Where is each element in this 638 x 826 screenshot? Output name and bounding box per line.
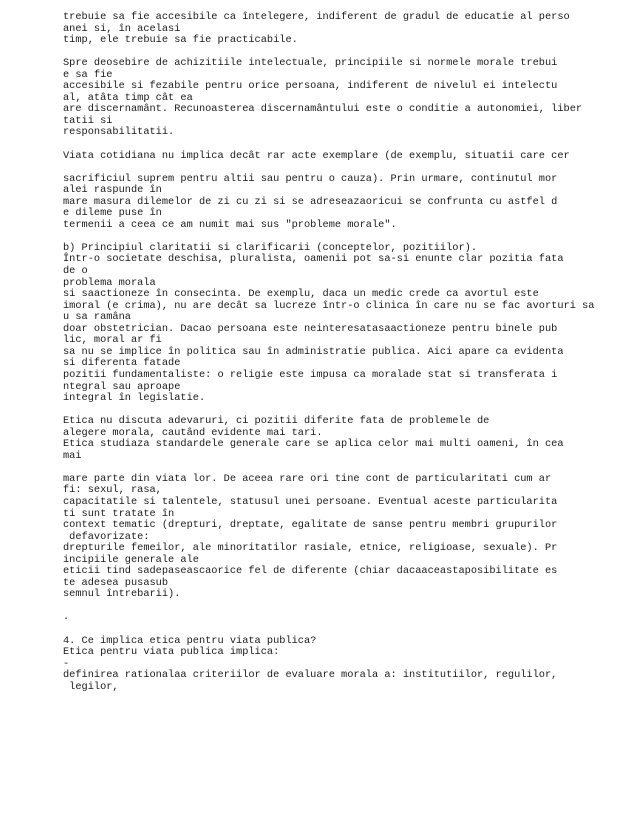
text-line: legilor,: [63, 680, 119, 693]
text-line: de o: [63, 265, 88, 278]
text-line: imoral (e crima), nu are decât sa lucreze într-o clinica în care nu se fac avorturi sa: [63, 299, 595, 312]
text-line: ntegral sau aproape: [63, 380, 181, 393]
text-line: trebuie sa fie accesibile ca întelegere, indiferent de gradul de educatie al perso: [63, 11, 570, 23]
text-line: si diferenta fatade: [63, 357, 181, 370]
text-line: definirea rationalaa criteriilor de evaluare morala a: institutiilor, regulilor,: [63, 669, 558, 682]
text-line: si saactioneze în consecinta. De exemplu, daca un medic crede ca avortul este: [63, 288, 539, 301]
text-line: doar obstetrician. Dacao persoana este neinteresatasaactioneze pentru binele pub: [63, 322, 558, 335]
text-line: Etica pentru viata publica implica:: [63, 646, 280, 659]
text-line: accesibile si fezabile pentru orice persoana, indiferent de nivelul ei intelectu: [63, 80, 558, 93]
text-line: Într-o societate deschisa, pluralista, oamenii pot sa-si enunte clar pozitia fata: [63, 253, 564, 266]
text-line: fi: sexul, rasa,: [63, 484, 162, 497]
text-line: .: [63, 611, 70, 624]
text-line: te adesea pusasub: [63, 576, 169, 589]
text-line: e dileme puse în: [63, 207, 162, 220]
text-line: e sa fie: [63, 68, 113, 81]
text-line: ti sunt tratate în: [63, 507, 175, 520]
text-line: tatii si: [63, 114, 113, 127]
text-line: Viata cotidiana nu implica decât rar acte exemplare (de exemplu, situatii care cer: [63, 149, 570, 162]
text-line: drepturile femeilor, ale minoritatilor rasiale, etnice, religioase, sexuale). Pr: [63, 542, 558, 555]
document-text: [63, 12, 623, 693]
text-line: al, atâta timp cât ea: [63, 91, 193, 104]
text-line: termenii a ceea ce am numit mai sus "probleme morale".: [63, 218, 397, 231]
text-line: Etica studiaza standardele generale care se aplica celor mai multi oameni, în cea: [63, 438, 564, 451]
text-line: are discernamânt. Recunoasterea discernamântului este o conditie a autonomiei, liber: [63, 103, 583, 116]
text-line: [63, 624, 623, 636]
text-line: problema morala: [63, 276, 156, 289]
text-line: alegere morala, cautând evidente mai tari.: [63, 426, 323, 439]
text-line: [63, 162, 623, 174]
text-line: capacitatile si talentele, statusul unei persoane. Eventual aceste particularita: [63, 495, 558, 508]
text-line: mare parte din viata lor. De aceea rare ori tine cont de particularitati cum ar: [63, 472, 552, 485]
text-line: [63, 139, 623, 151]
text-line: mare masura dilemelor de zi cu zi si se adreseazaoricui se confrunta cu astfel d: [63, 195, 558, 208]
text-line: alei raspunde în: [63, 184, 162, 197]
text-line: 4. Ce implica etica pentru viata publica?: [63, 634, 317, 647]
text-line: semnul întrebarii).: [63, 588, 181, 601]
text-line: b) Principiul claritatii si clarificarii (conceptelor, pozitiilor).: [63, 241, 478, 254]
text-line: responsabilitatii.: [63, 126, 175, 139]
text-line: timp, ele trebuie sa fie practicabile.: [63, 34, 298, 47]
text-line: u sa ramâna: [63, 311, 131, 324]
text-line: [63, 601, 623, 613]
text-line: anei si, în acelasi: [63, 22, 181, 35]
text-line: defavorizate:: [63, 530, 150, 543]
text-line: integral în legislatie.: [63, 392, 206, 405]
text-line: eticii tind sadepaseascaorice fel de diferente (chiar dacaaceastaposibilitate es: [63, 565, 558, 578]
text-line: sacrificiul suprem pentru altii sau pentru o cauza). Prin urmare, continutul mor: [63, 172, 558, 185]
text-line: sa nu se implice în politica sau în administratie publica. Aici apare ca evidenta: [63, 345, 564, 358]
text-line: mai: [63, 449, 82, 462]
text-line: pozitii fundamentaliste: o religie este impusa ca moralade stat si transferata i: [63, 368, 558, 381]
text-line: context tematic (drepturi, dreptate, egalitate de sanse pentru membri grupurilor: [63, 519, 558, 532]
text-line: Etica nu discuta adevaruri, ci pozitii diferite fata de problemele de: [63, 415, 490, 428]
text-line: incipiile generale ale: [63, 553, 199, 566]
text-line: Spre deosebire de achizitiile intelectuale, principiile si normele morale trebui: [63, 57, 558, 70]
text-line: -: [63, 657, 70, 670]
text-line: lic, moral ar fi: [63, 334, 162, 347]
